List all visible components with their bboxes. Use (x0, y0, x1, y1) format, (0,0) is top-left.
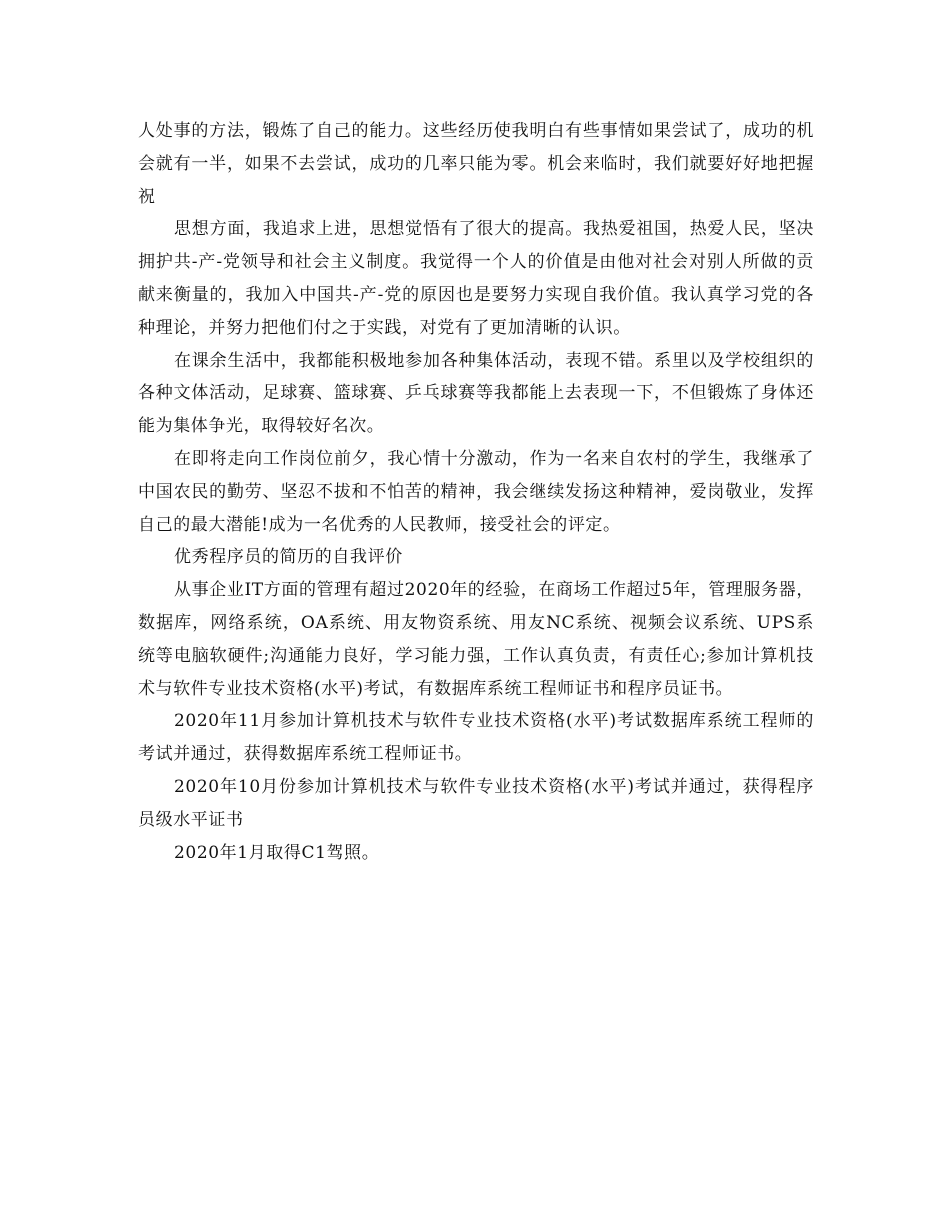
paragraph-database-certificate: 2020年11月参加计算机技术与软件专业技术资格(水平)考试数据库系统工程师的考试并通过，获得数据库系统工程师证书。 (138, 711, 814, 765)
paragraph-driving-license: 2020年1月取得C1驾照。 (174, 842, 380, 863)
paragraph-it-experience: 从事企业IT方面的管理有超过2020年的经验，在商场工作超过5年，管理服务器，数据库，网络系统，OA系统、用友物资系统、用友NC系统、视频会议系统、UPS系统等电脑软硬件;沟通能力良好，学习能力强，工作认真负责，有责任心;参加计算机技术与软件专业技术资格(水平)考试，有数据库系统工程师证书和程序员证书。 (138, 580, 814, 699)
section-heading: 优秀程序员的简历的自我评价 (174, 547, 403, 568)
paragraph-career-outlook: 在即将走向工作岗位前夕，我心情十分激动，作为一名来自农村的学生，我继承了中国农民的勤劳、坚忍不拔和不怕苦的精神，我会继续发扬这种精神，爱岗敬业，发挥自己的最大潜能!成为一名优秀的人民教师，接受社会的评定。 (138, 448, 814, 535)
paragraph-ideology: 思想方面，我追求上进，思想觉悟有了很大的提高。我热爱祖国，热爱人民，坚决拥护共-产-党领导和社会主义制度。我觉得一个人的价值是由他对社会对别人所做的贡献来衡量的，我加入中国共-产-党的原因也是要努力实现自我价值。我认真学习党的各种理论，并努力把他们付之于实践，对党有了更加清晰的认识。 (138, 219, 814, 338)
paragraph-continuation: 人处事的方法，锻炼了自己的能力。这些经历使我明白有些事情如果尝试了，成功的机会就有一半，如果不去尝试，成功的几率只能为零。机会来临时，我们就要好好地把握祝 (138, 121, 814, 207)
document-body (138, 115, 814, 869)
paragraph-extracurricular: 在课余生活中，我都能积极地参加各种集体活动，表现不错。系里以及学校组织的各种文体活动，足球赛、篮球赛、乒乓球赛等我都能上去表现一下，不但锻炼了身体还能为集体争光，取得较好名次。 (138, 350, 814, 437)
paragraph-programmer-certificate: 2020年10月份参加计算机技术与软件专业技术资格(水平)考试并通过，获得程序员级水平证书 (138, 776, 814, 830)
